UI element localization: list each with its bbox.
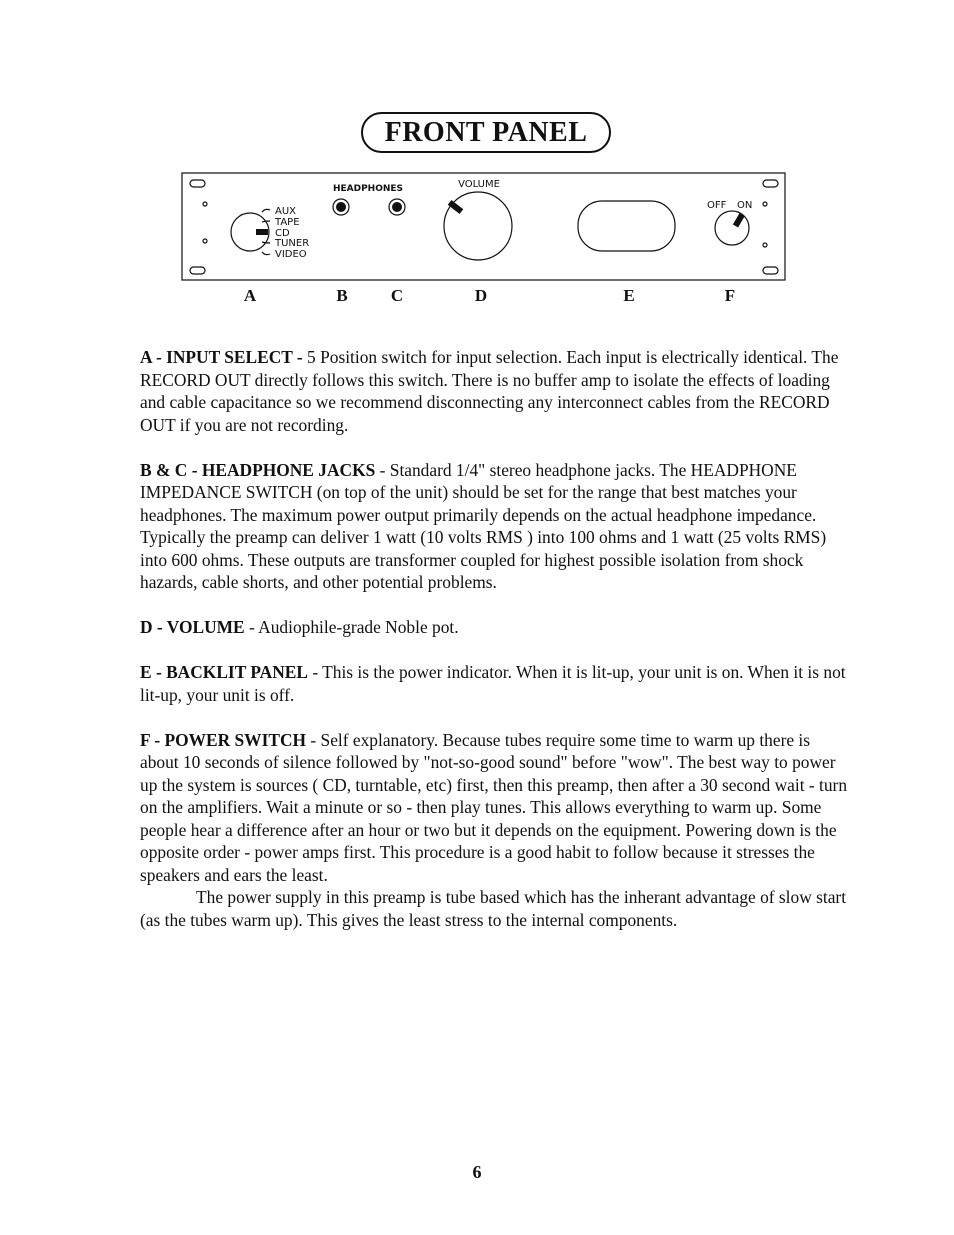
screw-icon [763, 243, 767, 247]
callout-f: F [724, 286, 736, 305]
callout-a: A [243, 286, 257, 305]
description-body [140, 346, 850, 954]
power-switch-pointer [733, 213, 745, 227]
page-title: FRONT PANEL [361, 112, 611, 153]
input-option-tape: TAPE [275, 217, 300, 228]
section-text: 5 Position switch for input selection. Each input is electrically identical. The RECORD OUT directly follows this switch. There is no buffer amp to isolate the effects of loading and cable capacitance so we recommend disconnecting any interconnect cables from the RECORD OUT if you are not recording. [140, 347, 839, 435]
power-on-label: ON [737, 200, 753, 211]
mount-slot-bottom-left [190, 267, 205, 274]
power-off-label: OFF [707, 200, 727, 211]
section-input-select [140, 346, 850, 436]
page-number: 6 [472, 1162, 482, 1182]
section-heading: D - VOLUME [140, 617, 245, 637]
closing-paragraph: The power supply in this preamp is tube based which has the inherant advantage of slow start (as the tubes warm up). This gives the least stress to the internal components. [140, 887, 847, 930]
section-text: - Self explanatory. Because tubes require some time to warm up there is about 10 seconds of silence followed by "not-so-good sound" before "wow". The best way to power up the system is sources ( CD, turntable, etc) first, then this preamp, then after a 30 second wait - turn on the amplifiers. Wait a minute or so - then play tunes. This allows everything to warm up. Some people hear a difference after an hour or two but it depends on the equipment. Powering down is the opposite order - power amps first. This procedure is a good habit to follow because it stresses the speakers and ears the least. [140, 729, 848, 885]
input-option-cd: CD [275, 228, 290, 239]
screw-icon [203, 239, 207, 243]
callout-d: D [474, 286, 488, 305]
backlit-panel [578, 201, 675, 251]
section-text: - Standard 1/4" stereo headphone jacks. The HEADPHONE IMPEDANCE SWITCH (on top of the unit) should be set for the range that best matches your headphones. The maximum power output primarily depends on the actual headphone impedance. Typically the preamp can deliver 1 watt (10 volts RMS ) into 100 ohms and 1 watt (25 volts RMS) into 600 ohms. These outputs are transformer coupled for highest possible isolation from shock hazards, cable shorts, and other potential problems. [140, 459, 827, 592]
callout-c: C [390, 286, 404, 305]
section-heading: E - BACKLIT PANEL [140, 662, 308, 682]
section-text: - Audiophile-grade Noble pot. [244, 617, 459, 637]
section-backlit-panel [140, 661, 850, 706]
mount-slot-bottom-right [763, 267, 778, 274]
callout-b: B [336, 286, 348, 305]
mount-slot-top-right [763, 180, 778, 187]
mount-slot-top-left [190, 180, 205, 187]
headphones-label: HEADPHONES [332, 184, 404, 194]
section-heading: F - POWER SWITCH [140, 729, 307, 750]
screw-icon [203, 202, 207, 206]
section-heading: A - INPUT SELECT - [140, 347, 303, 367]
headphone-jack-c-hole [392, 202, 402, 212]
section-text: - This is the power indicator. When it is lit-up, your unit is on. When it is not lit-up, your unit is off. [140, 662, 846, 705]
volume-label: VOLUME [458, 179, 500, 190]
section-headphone-jacks [140, 459, 850, 594]
screw-icon [763, 202, 767, 206]
input-select-pointer [256, 229, 268, 235]
input-option-aux: AUX [275, 206, 297, 217]
headphone-jack-b-hole [336, 202, 346, 212]
selector-tick [262, 209, 270, 212]
section-heading: B & C - HEADPHONE JACKS [140, 459, 376, 480]
input-option-tuner: TUNER [275, 238, 310, 249]
section-volume [140, 616, 850, 639]
section-power-switch [140, 729, 850, 887]
front-panel-diagram [0, 0, 954, 320]
input-option-video: VIDEO [275, 249, 307, 260]
selector-tick [262, 252, 270, 255]
callout-e: E [623, 286, 635, 305]
